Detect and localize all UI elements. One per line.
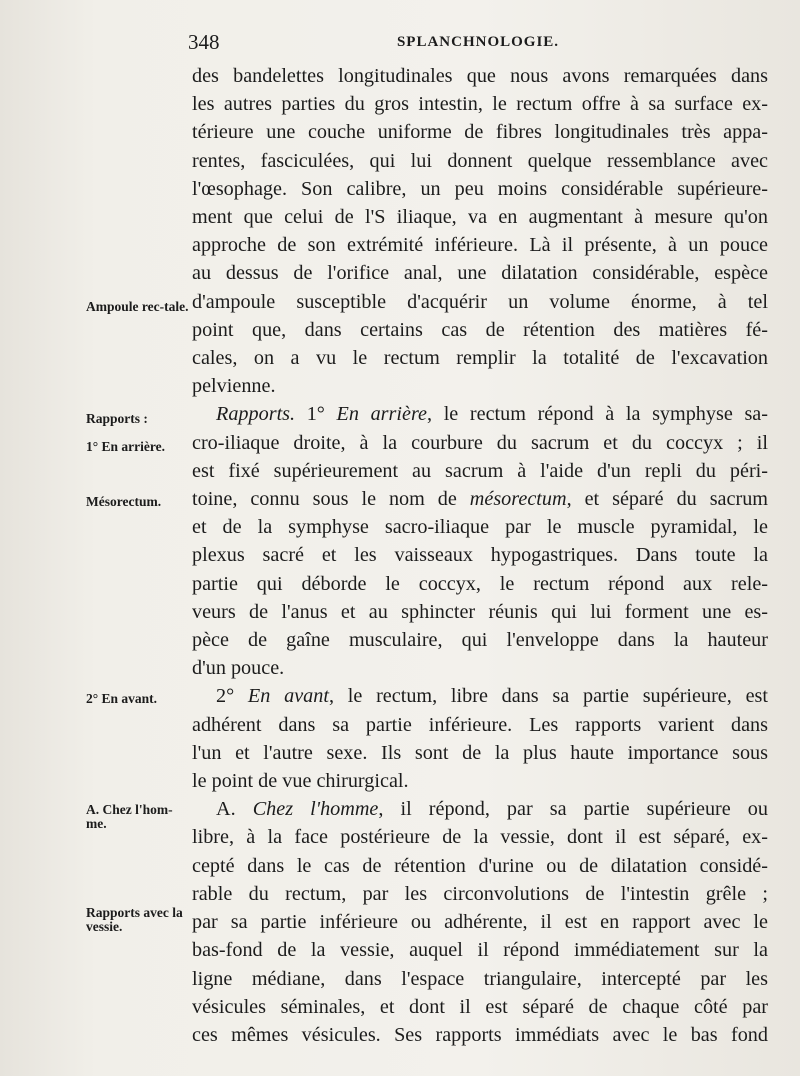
margin-note-mesorectum: Mésorectum. <box>86 494 162 509</box>
text-line: cro-iliaque droite, à la courbure du sacrum et du coccyx ; il <box>192 431 768 454</box>
margin-note-rapports: Rapports : <box>86 411 148 426</box>
paragraph-chez-homme <box>192 795 768 1049</box>
body-text <box>192 62 768 1049</box>
text-line: les autres parties du gros intestin, le rectum offre à sa surface ex- <box>192 93 768 116</box>
text-line <box>192 795 768 823</box>
text-line: adhérent dans sa partie inférieure. Les rapports varient dans <box>192 713 768 736</box>
text-line: rable du rectum, par les circonvolutions de l'intestin grêle ; <box>192 882 768 905</box>
text-line: est fixé supérieurement au sacrum à l'aide d'un repli du péri- <box>192 459 768 482</box>
text-line: vésicules séminales, et dont il est séparé de chaque côté par <box>192 995 768 1018</box>
line-rest: , il répond, par sa partie supérieure ou <box>378 798 768 821</box>
margin-note-rapports-vessie: Rapports avec la vessie. <box>86 905 183 934</box>
lead-number: 2° <box>216 685 248 708</box>
text-line: par sa partie inférieure ou adhérente, il est en rapport avec le <box>192 911 768 934</box>
text-line: d'ampoule susceptible d'acquérir un volume énorme, à tel <box>192 290 768 313</box>
margin-note-ampoule: Ampoule rec-tale. <box>86 299 189 314</box>
text-line: cales, on a vu le rectum remplir la totalité de l'excavation <box>192 347 768 370</box>
text-line <box>192 682 768 710</box>
text-line <box>192 400 768 428</box>
text-line: et de la symphyse sacro-iliaque par le muscle pyramidal, le <box>192 516 768 539</box>
text-line: le point de vue chirurgical. <box>192 770 409 793</box>
text-line: veurs de l'anus et au sphincter réunis qui lui forment une es- <box>192 600 768 623</box>
text-line: ces mêmes vésicules. Ses rapports immédiats avec le bas fond <box>192 1023 768 1046</box>
italic-chez-homme: Chez l'homme <box>252 798 379 821</box>
page-header <box>188 30 768 56</box>
text-line: point que, dans certains cas de rétention des matières fé- <box>192 318 768 341</box>
lead-number: 1° <box>295 403 337 426</box>
text-line: bas-fond de la vessie, auquel il répond immédiatement sur la <box>192 939 768 962</box>
text-line: l'œsophage. Son calibre, un peu moins considérable supérieure- <box>192 177 768 200</box>
line-rest: , le rectum répond à la symphyse sa- <box>427 403 768 426</box>
text-line: ligne médiane, dans l'espace triangulaire, intercepté par les <box>192 967 768 990</box>
margin-note-chez-homme: A. Chez l'hom-me. <box>86 802 173 831</box>
text-line: au dessus de l'orifice anal, une dilatation considérable, espèce <box>192 262 768 285</box>
italic-en-avant: En avant <box>247 685 329 708</box>
paragraph-rectum-description <box>192 62 768 400</box>
margin-note-en-avant: 2° En avant. <box>86 691 158 706</box>
text-line: térieure une couche uniforme de fibres longitudinales très appa- <box>192 121 768 144</box>
text-line: approche de son extrémité inférieure. Là il présente, à un pouce <box>192 234 768 257</box>
line-rest: , le rectum, libre dans sa partie supérieure, est <box>328 685 768 708</box>
text-line: plexus sacré et les vaisseaux hypogastriques. Dans toute la <box>192 544 768 567</box>
text-line: d'un pouce. <box>192 657 285 680</box>
paragraph-rapports-avant <box>192 682 768 795</box>
italic-rapports: Rapports. <box>216 403 296 426</box>
text-line: pèce de gaîne musculaire, qui l'enveloppe dans la hauteur <box>192 629 768 652</box>
text-line <box>192 485 768 513</box>
text-line: libre, à la face postérieure de la vessie, dont il est séparé, ex- <box>192 826 768 849</box>
italic-mesorectum: mésorectum <box>469 488 567 511</box>
text-line: des bandelettes longitudinales que nous avons remarquées dans <box>192 65 768 87</box>
text-line: pelvienne. <box>192 375 276 398</box>
italic-en-arriere: En arrière <box>336 403 428 426</box>
line-end: , et séparé du sacrum <box>566 488 768 511</box>
line-start: toine, connu sous le nom de <box>192 488 457 511</box>
lead-letter: A. <box>216 798 253 821</box>
text-line: ment que celui de l'S iliaque, va en augmentant à mesure qu'on <box>192 206 768 229</box>
running-head: SPLANCHNOLOGIE. <box>396 34 560 50</box>
text-line: rentes, fasciculées, qui lui donnent quelque ressemblance avec <box>192 149 768 172</box>
text-line: l'un et l'autre sexe. Ils sont de la plus haute importance sous <box>192 741 768 764</box>
text-line: partie qui déborde le coccyx, le rectum répond aux rele- <box>192 572 768 595</box>
text-line: cepté dans le cas de rétention d'urine ou de dilatation considé- <box>192 854 768 877</box>
margin-note-en-arriere: 1° En arrière. <box>86 439 166 454</box>
page-number: 348 <box>188 30 220 54</box>
paragraph-rapports-arriere <box>192 400 768 682</box>
